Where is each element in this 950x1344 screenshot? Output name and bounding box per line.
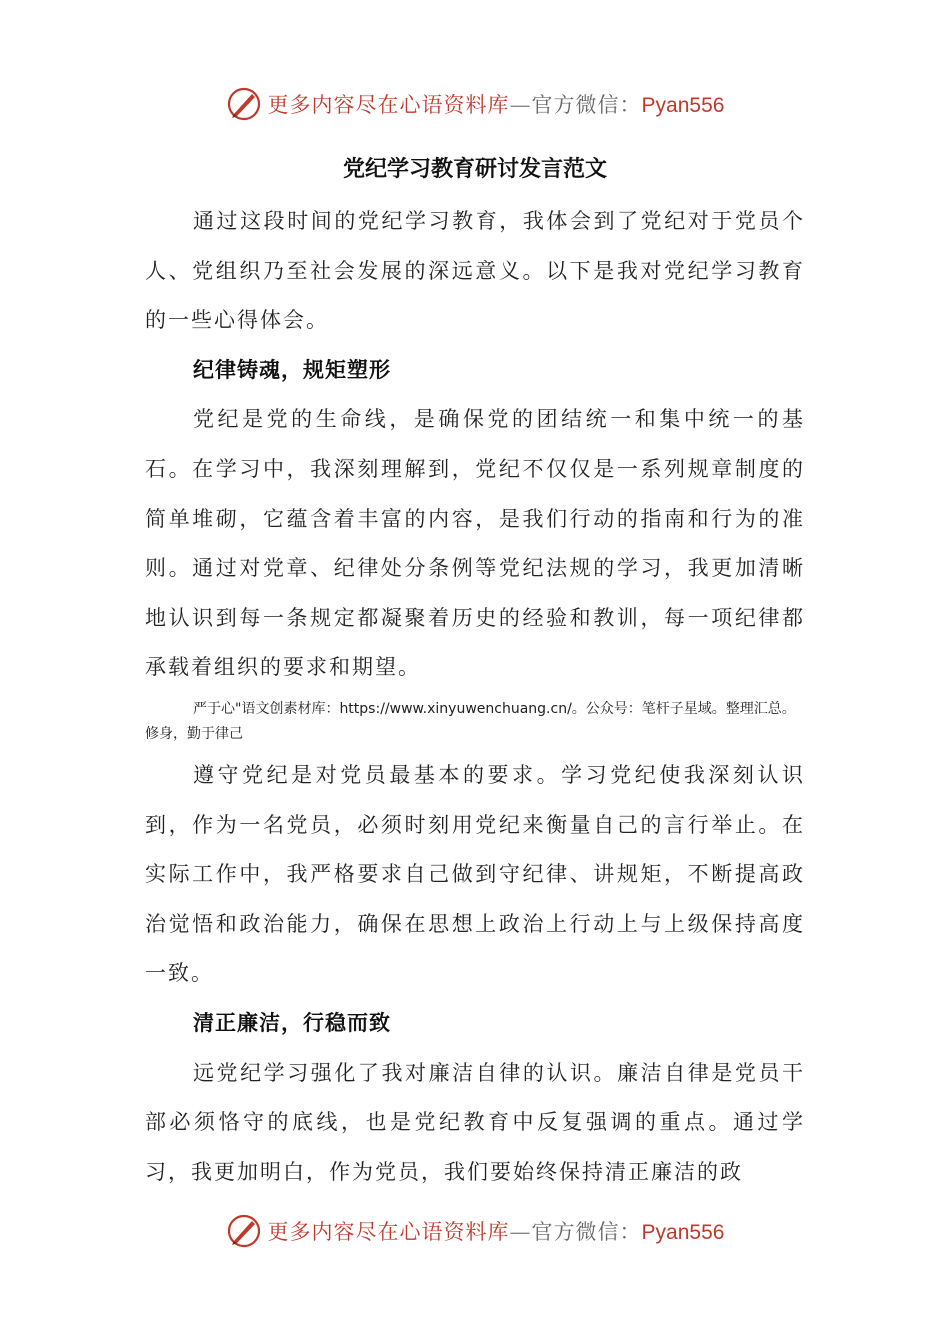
page-title: 党纪学习教育研讨发言范文 xyxy=(342,157,607,182)
watermark-text xyxy=(268,89,725,119)
watermark-text xyxy=(268,1216,725,1246)
watermark-contact-prefix: 官方微信： xyxy=(531,93,642,117)
header-watermark xyxy=(0,84,950,124)
pen-logo-icon xyxy=(226,86,262,122)
section-heading-2: 清正廉洁，行稳而致 xyxy=(193,1010,391,1035)
paragraph-2: 遵守党纪是对党员最基本的要求。学习党纪使我深刻认识到，作为一名党员，必须时刻用党纪来衡量自己的言行举止。在实际工作中，我严格要求自己做到守纪律、讲规矩，不断提高政治觉悟和政治能力，确保在思想上政治上行动上与上级保持高度一致。 xyxy=(145,762,805,986)
intro-paragraph: 通过这段时间的党纪学习教育，我体会到了党纪对于党员个人、党组织乃至社会发展的深远意义。以下是我对党纪学习教育的一些心得体会。 xyxy=(145,209,805,333)
watermark-brand: 更多内容尽在心语资料库 xyxy=(267,93,510,117)
watermark-contact-id: Pyan556 xyxy=(641,94,725,117)
watermark-brand: 更多内容尽在心语资料库 xyxy=(267,1220,510,1244)
footer-watermark xyxy=(0,1211,950,1251)
source-note: 严于心"语文创素材库：https://www.xinyuwenchuang.cn/。公众号：笔杆子星域。整理汇总。修身，勤于律己 xyxy=(145,700,796,742)
watermark-contact-prefix: 官方微信： xyxy=(531,1220,642,1244)
pen-logo-icon xyxy=(226,1213,262,1249)
paragraph-1: 党纪是党的生命线，是确保党的团结统一和集中统一的基石。在学习中，我深刻理解到，党纪不仅仅是一系列规章制度的简单堆砌，它蕴含着丰富的内容，是我们行动的指南和行为的准则。通过对党章、纪律处分条例等党纪法规的学习，我更加清晰地认识到每一条规定都凝聚着历史的经验和教训，每一项纪律都承载着组织的要求和期望。 xyxy=(145,407,805,680)
watermark-separator: — xyxy=(509,93,532,117)
watermark-separator: — xyxy=(509,1220,532,1244)
watermark-contact-id: Pyan556 xyxy=(641,1221,725,1244)
paragraph-3: 远党纪学习强化了我对廉洁自律的认识。廉洁自律是党员干部必须恪守的底线，也是党纪教育中反复强调的重点。通过学习，我更加明白，作为党员，我们要始终保持清正廉洁的政 xyxy=(145,1060,805,1184)
document-body xyxy=(145,197,805,1197)
section-heading-1: 纪律铸魂，规矩塑形 xyxy=(193,357,391,382)
